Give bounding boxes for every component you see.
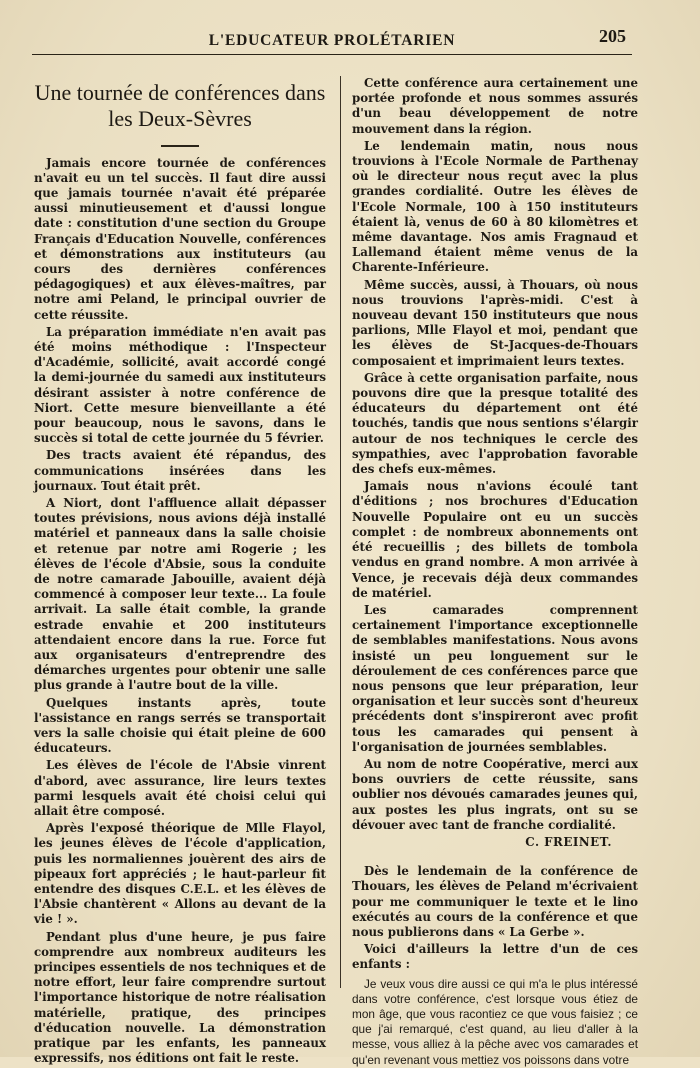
left-column [34, 76, 326, 1066]
paragraph: Voici d'ailleurs la lettre d'un de ces enfants : [352, 942, 638, 972]
running-title: L'EDUCATEUR PROLÉTARIEN [208, 32, 456, 49]
paragraph: Après l'exposé théorique de Mlle Flayol, les jeunes élèves de l'école d'application, puis les normaliennes jouèrent des airs de pipeaux fort appréciés ; le haut-parleur fit entendre des disques C.E.L. et les élèves de l'Absie chantèrent « Allons au devant de la vie ! ». [34, 821, 326, 927]
letter-excerpt: Je veux vous dire aussi ce qui m'a le plus intéressé dans votre conférence, c'est lorsque vous étiez de mon âge, que vous racontiez ce que vous faisiez ; ce que j'ai remarqué, c'est quand, au lieu d'aller à la messe, vous alliez à la pêche avec vos camarades et qu'en revenant vous mettiez vos poissons dans votre [352, 976, 638, 1067]
title-rule [161, 145, 199, 147]
page-number: 205 [599, 26, 626, 46]
signature: C. FREINET. [525, 834, 612, 849]
paragraph: Cette conférence aura certainement une portée profonde et nous sommes assurés d'un beau développement de notre mouvement dans la région. [352, 76, 638, 136]
paragraph: Les élèves de l'école de l'Absie vinrent d'abord, avec assurance, lire leurs textes parmi lesquels avait été choisi celui qui allait être composé. [34, 758, 326, 819]
article-title: Une tournée de conférences dans les Deux-Sèvres [34, 80, 326, 131]
paragraph: Au nom de notre Coopérative, merci aux bons ouvriers de cette réussite, sans oublier nos dévoués camarades jeunes qui, aux postes les plus ingrats, ont su se dévouer avec tant de franche cordialité. [352, 756, 638, 832]
paragraph: Des tracts avaient été répandus, des communications insérées dans les journaux. Tout était prêt. [34, 448, 326, 493]
paragraph: Grâce à cette organisation parfaite, nous pouvons dire que la presque totalité des éducateurs du département ont été touchés, tandis que nous sentions s'élargir autour de nos techniques le cercle des sympathies, avec l'approbation favorable des chefs eux-mêmes. [352, 370, 638, 477]
paragraph: Jamais nous n'avions écoulé tant d'éditions ; nos brochures d'Education Nouvelle Populaire ont eu un succès complet : de nombreux abonnements ont été recueillis ; des billets de tombola vendus en grand nombre. A mon arrivée à Vence, je recevais déjà deux commandes de matériel. [352, 479, 638, 600]
paragraph: Pendant plus d'une heure, je pus faire comprendre aux nombreux auditeurs les principes essentiels de nos techniques et de notre effort, leur faire comprendre surtout l'importance historique de notre réalisation matérielle, pratique, des principes d'éducation nouvelle. La démonstration pratique par les enfants, les panneaux expressifs, nos éditions ont fait le reste. [34, 929, 326, 1066]
column-divider [340, 76, 341, 988]
paragraph: A Niort, dont l'affluence allait dépasser toutes prévisions, nous avions déjà installé matériel et panneaux dans la salle choisie et retenue par notre ami Rogerie ; les élèves de l'école d'Absie, sous la conduite de notre camarade Jabouille, avaient déjà commencé à composer leur texte... La foule arrivait. La salle était comble, la grande estrade envahie et 200 instituteurs attendaient encore dans la rue. Force fut aux organisateurs d'entreprendre des démarches urgentes pour obtenir une salle plus grande à l'autre bout de la ville. [34, 495, 326, 693]
right-column [352, 76, 638, 1067]
paragraph: Quelques instants après, toute l'assistance en rangs serrés se transportait vers la salle choisie qui était pleine de 600 éducateurs. [34, 695, 326, 756]
paragraph: La préparation immédiate n'en avait pas été moins méthodique : l'Inspecteur d'Académie, sollicité, avait accordé congé la demi-journée du samedi aux instituteurs désirant assister à notre conférence de Niort. Cette mesure bienveillante a été pour beaucoup, nous le savons, dans le succès si total de cette journée du 5 février. [34, 324, 326, 446]
paragraph: Dès le lendemain de la conférence de Thouars, les élèves de Peland m'écrivaient pour me communiquer le texte et le lino exécutés au cours de la conférence et que nous publierons dans « La Gerbe ». [352, 864, 638, 939]
paragraph: Le lendemain matin, nous nous trouvions à l'Ecole Normale de Parthenay où le directeur nous reçut avec la plus grandes cordialité. Outre les élèves de l'Ecole Normale, 100 à 150 instituteurs étaient là, venus de 60 à 80 kilomètres et même davantage. Nos amis Fragnaud et Lallemand étaient même venus de la Charente-Inférieure. [352, 138, 638, 275]
page-header [32, 24, 632, 55]
paragraph: Même succès, aussi, à Thouars, où nous nous trouvions l'après-midi. C'est à nouveau devant 150 instituteurs que nous parlions, Mlle Flayol et moi, pendant que les élèves de St-Jacques-de-Thouars composaient et imprimaient leurs textes. [352, 277, 638, 368]
paragraph: Jamais encore tournée de conférences n'avait eu un tel succès. Il faut dire aussi que jamais tournée n'avait été préparée aussi minutieusement et d'aussi longue date : constitution d'une section du Groupe Français d'Education Nouvelle, conférences et démonstrations aux instituteurs (au cours des dernières conférences pédagogiques) et aux élèves-maîtres, par notre ami Peland, le principal ouvrier de cette réussite. [34, 155, 326, 322]
paragraph: Les camarades comprennent certainement l'importance exceptionnelle de semblables manifestations. Nous avons insisté un peu longuement sur le déroulement de ces conférences parce que nous pensons que leur préparation, leur organisation et leur succès sont d'heureux précédents dont s'inspireront avec profit tous les camarades qui pensent à l'organisation de journées semblables. [352, 602, 638, 754]
